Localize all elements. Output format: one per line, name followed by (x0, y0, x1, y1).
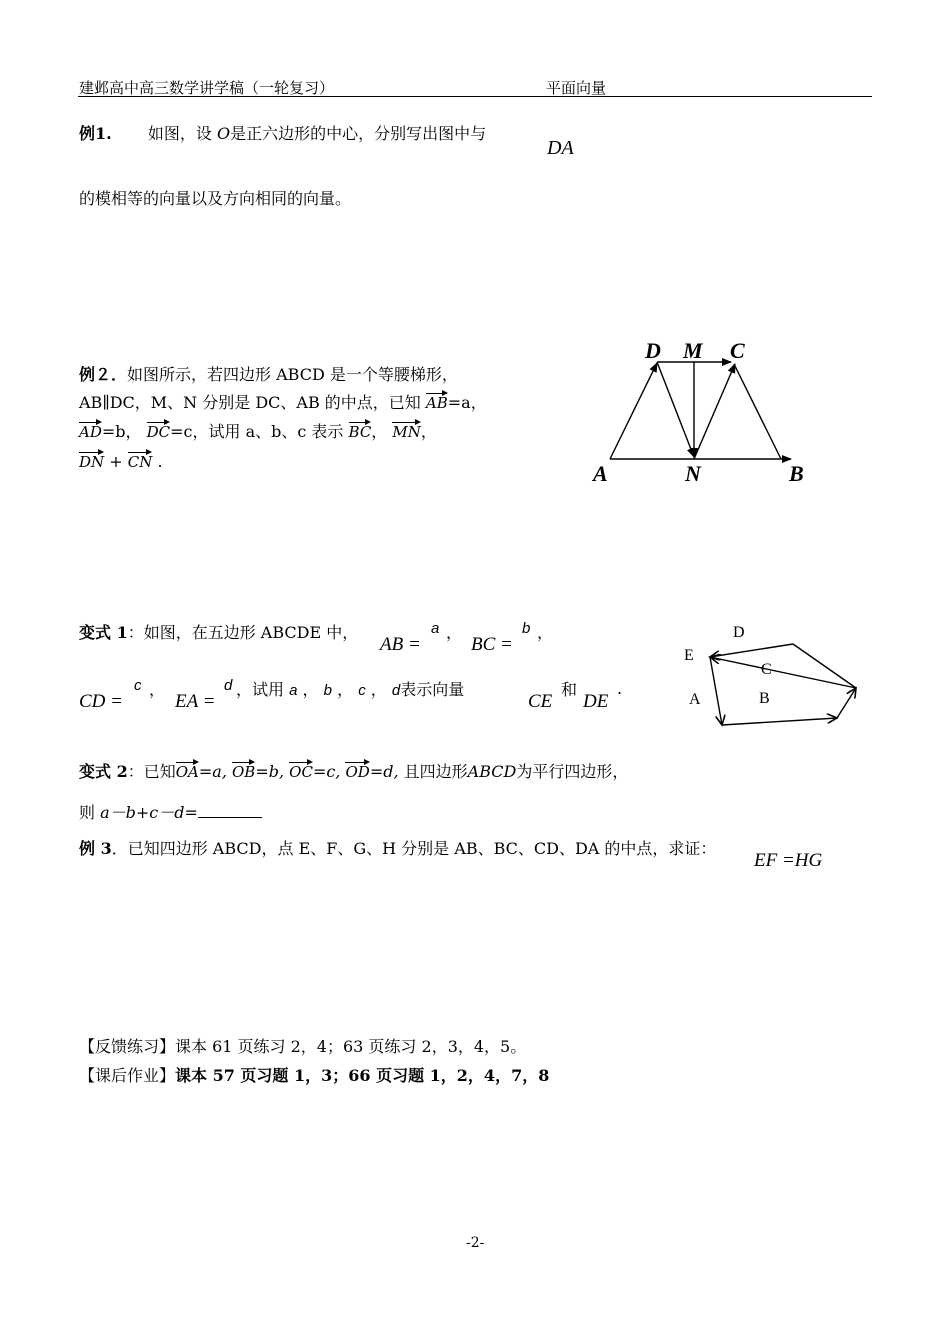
vector-ab: AB (426, 391, 448, 412)
sep-1: ， (302, 680, 319, 699)
vector-de: DE (583, 691, 609, 712)
plus-sign: + (109, 452, 123, 471)
vector-cn: CN (128, 450, 153, 471)
variant-1-text: ：如图，在五边形 ABCDE 中， (127, 623, 359, 642)
variant-2-label: 变式 2 (79, 762, 128, 781)
vector-ad: AD (79, 420, 102, 441)
header-left: 建邺高中高三数学讲学稿（一轮复习） (79, 79, 335, 97)
vector-od: OD (345, 760, 369, 781)
eq-b: =b， (101, 422, 142, 441)
vector-dc: DC (147, 420, 171, 441)
formula-ab: AB = (380, 634, 421, 655)
comma-1: ， (371, 422, 388, 441)
pent-label-e: E (684, 647, 694, 664)
use-a: a (289, 682, 298, 699)
edge-ad (610, 363, 657, 459)
variant-2-line1 (79, 759, 628, 782)
symbol-d: d (224, 677, 233, 694)
sep-2: ， (337, 680, 354, 699)
period: . (157, 452, 163, 471)
use-d: d (391, 682, 401, 699)
header-right: 平面向量 (546, 79, 607, 97)
vector-da: DA (547, 137, 574, 159)
example-2-text2: AB∥DC，M、N 分别是 DC、AB 的中点，已知 (79, 393, 421, 412)
vector-oa: OA (176, 760, 199, 781)
use-c: c (358, 682, 366, 699)
example-1-line2: 的模相等的向量以及方向相同的向量。 (79, 189, 352, 208)
quad-abcd: ABCD (467, 762, 517, 781)
example-2-line4 (79, 450, 163, 471)
vector-mn: MN (392, 420, 420, 441)
variant-2-tail2: 为平行四边形， (516, 762, 629, 781)
homework-text: 课本 57 页习题 1，3；66 页习题 1，2，4，7，8 (175, 1066, 550, 1085)
variant-1-tail1: ，试用 (236, 680, 285, 699)
example-2-label: 例２． (79, 365, 128, 384)
formula-cd: CD = (79, 691, 123, 712)
symbol-a: a (431, 620, 440, 637)
eq-ob: =b, (255, 762, 285, 781)
sep-3: ， (370, 680, 387, 699)
example-2-line3 (79, 419, 437, 442)
label-n: N (685, 461, 701, 486)
variant-1-line2 (236, 677, 464, 700)
eq-oc: =c, (312, 762, 341, 781)
edge-dn (657, 362, 694, 457)
edge-nc (694, 364, 735, 459)
eq-a: =a， (447, 393, 487, 412)
label-c: C (730, 338, 745, 363)
pentagon-figure (680, 620, 870, 735)
variant-2-line2 (79, 800, 262, 823)
pent-label-b: B (759, 690, 770, 707)
label-m: M (683, 338, 703, 363)
page-number: -2- (466, 1235, 485, 1251)
vector-dn: DN (79, 450, 104, 471)
label-b: B (789, 461, 804, 486)
trapezoid-figure (585, 335, 815, 495)
edge-bc (734, 364, 781, 459)
formula-ea: EA = (175, 691, 216, 712)
feedback-practice: 【反馈练习】课本 61 页练习 2，4；63 页练习 2，3，4，5。 (79, 1037, 527, 1056)
eq-oa: =a, (198, 762, 227, 781)
edge-ab-pent (722, 718, 837, 725)
label-a: A (593, 461, 608, 486)
example-2-line1 (79, 362, 458, 385)
vector-ce: CE (528, 691, 553, 712)
variant-2-tail: 且四边形 (403, 762, 468, 781)
pent-label-a: A (689, 691, 701, 708)
eq-od: =d, (369, 762, 399, 781)
homework-prefix: 【课后作业】 (79, 1066, 176, 1085)
variant-2-pre: ：已知 (127, 762, 176, 781)
edge-ea (710, 657, 722, 725)
symbol-b: b (522, 620, 531, 637)
variant-1-period: . (617, 679, 623, 698)
symbol-c: c (134, 677, 142, 694)
comma-a: ， (446, 623, 463, 642)
label-d: D (645, 338, 661, 363)
edge-de (710, 644, 793, 657)
edge-bc-pent (837, 688, 856, 718)
use-b: b (323, 682, 332, 699)
example-1-label: 例1. (79, 124, 112, 143)
example-3-text: ．已知四边形 ABCD，点 E、F、G、H 分别是 AB、BC、CD、DA 的中点，求证： (111, 839, 717, 858)
center-o: O (217, 124, 231, 143)
eq-c: =c，试用 a、b、c 表示 (170, 422, 344, 441)
comma-2: ， (420, 422, 437, 441)
example-3-label: 例 3 (79, 839, 112, 858)
vector-ob: OB (232, 760, 255, 781)
and-word: 和 (561, 680, 578, 699)
pent-label-d: D (733, 624, 745, 641)
formula-ef-hg: EF =HG (754, 850, 823, 871)
pent-label-c: C (761, 661, 772, 678)
variant-1-line1 (79, 620, 358, 643)
variant-1-tail2: 表示向量 (400, 680, 465, 699)
answer-blank[interactable] (198, 803, 262, 818)
header-rule (78, 96, 872, 97)
example-2-text1: 如图所示，若四边形 ABCD 是一个等腰梯形， (127, 365, 458, 384)
example-2-line2 (79, 390, 487, 413)
vector-oc: OC (289, 760, 313, 781)
example-1-text2: 是正六边形的中心，分别写出图中与 (230, 124, 487, 143)
comma-b: ， (537, 623, 554, 642)
variant-2-then: 则 (79, 803, 96, 822)
vector-bc: BC (349, 420, 372, 441)
comma-c: ， (149, 680, 166, 699)
variant-2-expression: a－b+c－d= (100, 803, 198, 822)
example-1-text: 如图，设 (147, 124, 212, 143)
variant-1-label: 变式 1 (79, 623, 128, 642)
formula-bc: BC = (471, 634, 513, 655)
example-1-line1 (79, 121, 486, 144)
homework (79, 1063, 549, 1086)
example-3-line (79, 836, 716, 859)
